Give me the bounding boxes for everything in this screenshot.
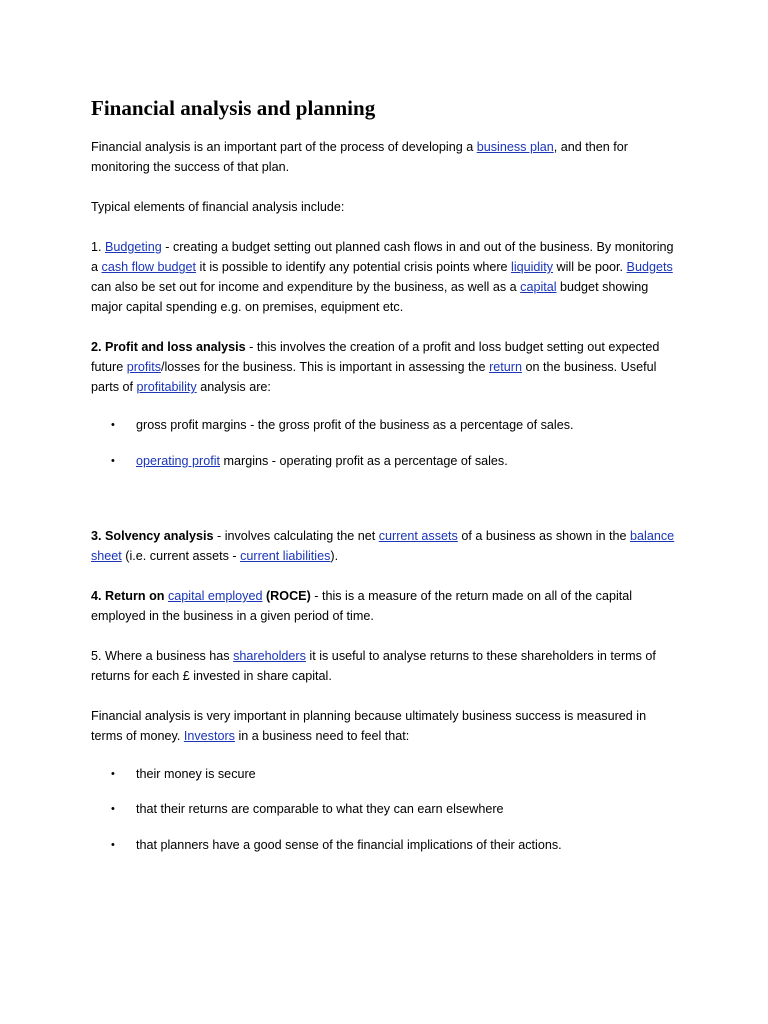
- item-1-number: 1.: [91, 240, 106, 254]
- elements-intro: Typical elements of financial analysis include:: [91, 200, 345, 214]
- item-1-text-5: budget showing major capital spending e.g. on premises, equipment etc.: [91, 280, 649, 314]
- item-3-heading: 3. Solvency analysis: [91, 529, 214, 543]
- profitability-link[interactable]: profitability: [136, 380, 197, 394]
- profits-link[interactable]: profits: [126, 360, 161, 374]
- item-3-text-2: of a business as shown in the: [457, 529, 631, 543]
- page-title: Financial analysis and planning: [91, 96, 376, 120]
- operating-profit-link[interactable]: operating profit: [136, 454, 221, 468]
- intro-text-2: , and then for monitoring the success of that plan.: [91, 140, 628, 174]
- bullet-text: that planners have a good sense of the financial implications of their actions.: [136, 838, 562, 852]
- budgeting-link[interactable]: Budgeting: [105, 240, 162, 254]
- bullet-text: gross profit margins - the gross profit of the business as a percentage of sales.: [136, 418, 574, 432]
- business-plan-link[interactable]: business plan: [476, 140, 554, 154]
- closing-paragraph: [91, 706, 681, 746]
- item-4-roce: (ROCE): [262, 589, 311, 603]
- budgets-link[interactable]: Budgets: [626, 260, 673, 274]
- item-1-text-2: it is possible to identify any potential crisis points where: [196, 260, 512, 274]
- bullet-icon: •: [111, 839, 115, 851]
- item-1-text-1: - creating a budget setting out planned cash flows in and out of the business. By monitoring a: [91, 240, 674, 274]
- item-5-paragraph: [91, 646, 681, 686]
- capital-employed-link[interactable]: capital employed: [167, 589, 263, 603]
- current-assets-link[interactable]: current assets: [378, 529, 458, 543]
- item-2-text-4: analysis are:: [196, 380, 271, 394]
- item-2-text-2: /losses for the business. This is important in assessing the: [161, 360, 490, 374]
- item-1-text-3: will be poor.: [553, 260, 627, 274]
- item-4-paragraph: [91, 586, 681, 626]
- intro-paragraph: [91, 137, 681, 177]
- item-1-paragraph: [91, 237, 681, 317]
- capital-link[interactable]: capital: [520, 280, 557, 294]
- item-2-heading: 2. Profit and loss analysis: [91, 340, 246, 354]
- item-1-text-4: can also be set out for income and expenditure by the business, as well as a: [91, 280, 521, 294]
- liquidity-link[interactable]: liquidity: [511, 260, 554, 274]
- item-3-text-4: ).: [330, 549, 339, 563]
- item-5-text-2: it is useful to analyse returns to these shareholders in terms of returns for each £ invested in share capital.: [91, 649, 656, 683]
- bullet-text: [136, 451, 508, 471]
- bullet-text: that their returns are comparable to what they can earn elsewhere: [136, 802, 504, 816]
- current-liabilities-link[interactable]: current liabilities: [240, 549, 331, 563]
- item-2-text-3: on the business. Useful parts of: [91, 360, 657, 394]
- closing-text-1: Financial analysis is very important in planning because ultimately business success is measured in terms of money.: [91, 709, 647, 743]
- item-2-text-1: - this involves the creation of a profit and loss budget setting out expected future: [91, 340, 660, 374]
- closing-text-2: in a business need to feel that:: [234, 729, 410, 743]
- item-4-heading: 4. Return on: [91, 589, 168, 603]
- balance-sheet-link[interactable]: balance sheet: [91, 529, 675, 563]
- item-3-text-1: - involves calculating the net: [213, 529, 379, 543]
- bullet-icon: •: [111, 803, 115, 815]
- bullet-icon: •: [111, 768, 115, 780]
- item-3-paragraph: [91, 526, 681, 566]
- item-5-text-1: 5. Where a business has: [91, 649, 234, 663]
- shareholders-link[interactable]: shareholders: [233, 649, 306, 663]
- item-4-text-1: - this is a measure of the return made on all of the capital employed in the business in a given period of time.: [91, 589, 633, 623]
- item-3-text-3: (i.e. current assets -: [121, 549, 241, 563]
- return-link[interactable]: return: [489, 360, 522, 374]
- bullet-icon: •: [111, 455, 115, 467]
- intro-text-1: Financial analysis is an important part of the process of developing a: [91, 140, 477, 154]
- cash-flow-budget-link[interactable]: cash flow budget: [101, 260, 197, 274]
- bullet-text-rest: margins - operating profit as a percentage of sales.: [220, 454, 508, 468]
- investors-link[interactable]: Investors: [183, 729, 235, 743]
- bullet-icon: •: [111, 419, 115, 431]
- item-2-paragraph: [91, 337, 681, 397]
- bullet-text: their money is secure: [136, 767, 256, 781]
